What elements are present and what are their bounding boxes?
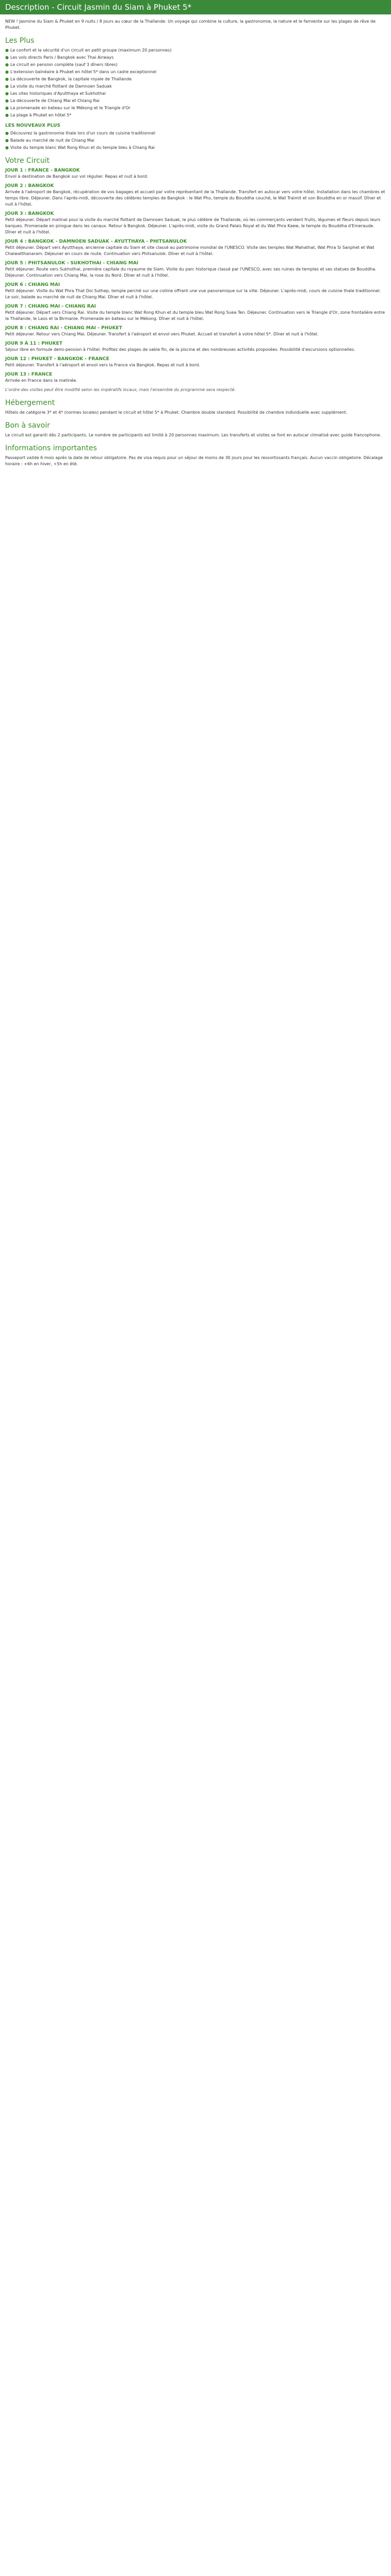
list-item: ● Les vols directs Paris / Bangkok avec Thai Airways xyxy=(5,55,114,60)
day-title: JOUR 8 : CHIANG RAI - CHIANG MAI - PHUKET xyxy=(5,326,122,331)
page-banner xyxy=(0,0,391,14)
infos-text: Passeport valide 6 mois après la date de retour obligatoire. Pas de visa requis pour un séjour de moins de 30 jours pour les ressortissants français. Aucun vaccin obligatoire. Décalage horaire : +6h en hiver, +5h en été. xyxy=(5,455,383,466)
main-content xyxy=(0,14,391,474)
les-plus-heading: Les Plus xyxy=(5,37,35,45)
day-text: Envol à destination de Bangkok sur vol régulier. Repas et nuit à bord. xyxy=(5,174,149,179)
bullet-icon: ● xyxy=(5,138,9,143)
list-item: ● La découverte de Chiang Mai et Chiang Rai xyxy=(5,98,100,103)
bullet-icon: ● xyxy=(5,77,9,81)
bullet-icon: ● xyxy=(5,70,9,74)
day-text: Petit déjeuner. Départ vers Chiang Rai. Visite du temple blanc Wat Rong Khun et du temple bleu Wat Rong Suea Ten. Déjeuner. Continuation vers le Triangle d'Or, zone frontalière entre la Thaïlande, le Laos et la Birmanie. Promenade en bateau sur le Mékong. Dîner et nuit à l'hôtel. xyxy=(5,310,385,321)
day-step xyxy=(5,341,386,353)
day-step xyxy=(5,356,386,368)
list-item: ● La plage à Phuket en hôtel 5* xyxy=(5,113,72,117)
day-title: JOUR 6 : CHIANG MAI xyxy=(5,282,60,287)
day-step xyxy=(5,303,386,322)
bullet-icon: ● xyxy=(5,55,9,60)
list-item: ● La découverte de Bangkok, la capitale royale de Thaïlande xyxy=(5,77,132,81)
bullet-icon: ● xyxy=(5,106,9,110)
day-title: JOUR 5 : PHITSANULOK - SUKHOTHAI - CHIANG MAI xyxy=(5,261,139,266)
day-text: Petit déjeuner. Visite du Wat Phra That Doi Suthep, temple perché sur une colline offrant une vue panoramique sur la ville. Déjeuner. L'après-midi, cours de cuisine thaïe traditionnel. Le soir, balade au marché de nuit de Chiang Mai. Dîner et nuit à l'hôtel. xyxy=(5,289,381,299)
day-title: JOUR 3 : BANGKOK xyxy=(5,211,54,216)
bullet-icon: ● xyxy=(5,113,9,117)
day-title: JOUR 7 : CHIANG MAI - CHIANG RAI xyxy=(5,304,96,309)
list-item: ● Découvrez la gastronomie thaïe lors d'un cours de cuisine traditionnel xyxy=(5,131,155,135)
day-title: JOUR 1 : FRANCE - BANGKOK xyxy=(5,168,80,173)
day-step xyxy=(5,282,386,300)
day-text: Arrivée en France dans la matinée. xyxy=(5,378,77,383)
day-title: JOUR 2 : BANGKOK xyxy=(5,183,54,189)
day-text: Arrivée à l'aéroport de Bangkok, récupération de vos bagages et accueil par votre représentant de la Thaïlande. Transfert en autocar vers votre hôtel. Installation dans les chambres et temps libre. Déjeuner. Dans l'après-midi, découverte des célèbres temples de Bangkok : le Wat Pho, temple du Bouddha couché, le Wat Traimit et son Bouddha en or massif. Dîner et nuit à l'hôtel. xyxy=(5,190,385,207)
page-title: Description - Circuit Jasmin du Siam à Phuket 5* xyxy=(5,3,192,12)
day-text: Séjour libre en formule demi-pension à l'hôtel. Profitez des plages de sable fin, de la piscine et des nombreuses activités proposées. Possibilité d'excursions optionnelles. xyxy=(5,347,355,352)
day-title: JOUR 9 À 11 : PHUKET xyxy=(5,341,62,346)
list-item: ● L'extension balnéaire à Phuket en hôtel 5* dans un cadre exceptionnel xyxy=(5,70,157,74)
day-text: Petit déjeuner. Départ vers Ayutthaya, ancienne capitale du Siam et site classé au patrimoine mondial de l'UNESCO. Visite des temples Wat Mahathat, Wat Phra Si Sanphet et Wat Chaiwatthanaram. Déjeuner en cours de route. Continuation vers Phitsanulok. Dîner et nuit à l'hôtel. xyxy=(5,245,374,256)
intro-text: NEW ! Jasmine du Siam & Phuket en 9 nuits / 8 jours au cœur de la Thaïlande. Un voyage qui combine la culture, la gastronomie, la nature et le farniente sur les plages de rêve de Phuket. xyxy=(5,19,376,30)
day-text: Petit déjeuner. Départ matinal pour la visite du marché flottant de Damnoen Saduak, le plus célèbre de Thaïlande, où les commerçants vendent fruits, légumes et fleurs depuis leurs barques. Promenade en pirogue dans les canaux. Retour à Bangkok. Déjeuner. L'après-midi, visite du Grand Palais Royal et du Wat Phra Kaew, le temple du Bouddha d'Emeraude. Dîner et nuit à l'hôtel. xyxy=(5,217,381,234)
bullet-icon: ● xyxy=(5,62,9,67)
day-step xyxy=(5,325,386,337)
nouveautes-list xyxy=(5,130,386,151)
day-step xyxy=(5,211,386,235)
list-item: ● Balade au marché de nuit de Chiang Mai xyxy=(5,138,94,143)
day-step xyxy=(5,183,386,208)
list-item: ● Le circuit en pension complète (sauf 3 dîners libres) xyxy=(5,62,118,67)
day-step xyxy=(5,260,386,279)
list-item: ● Visite du temple blanc Wat Rong Khun et du temple bleu à Chiang Rai xyxy=(5,145,155,150)
bullet-icon: ● xyxy=(5,145,9,150)
bullet-icon: ● xyxy=(5,84,9,89)
votre-circuit-heading: Votre Circuit xyxy=(5,157,50,165)
bullet-icon: ● xyxy=(5,98,9,103)
day-step xyxy=(5,371,386,384)
infos-heading: Informations importantes xyxy=(5,444,97,452)
bon-a-savoir-heading: Bon à savoir xyxy=(5,421,50,430)
bullet-icon: ● xyxy=(5,91,9,96)
list-item: ● La promenade en bateau sur le Mékong et le Triangle d'Or xyxy=(5,106,131,110)
day-text: Petit déjeuner. Retour vers Chiang Mai. Déjeuner. Transfert à l'aéroport et envol vers Phuket. Accueil et transfert à votre hôtel 5*. Dîner et nuit à l'hôtel. xyxy=(5,332,319,336)
list-item: ● La visite du marché flottant de Damnoen Saduak xyxy=(5,84,112,89)
hebergement-text: Hôtels de catégorie 3* et 4* (normes locales) pendant le circuit et hôtel 5* à Phuket. Chambre double standard. Possibilité de chambre individuelle avec supplément. xyxy=(5,410,348,415)
day-title: JOUR 12 : PHUKET - BANGKOK - FRANCE xyxy=(5,357,109,362)
day-title: JOUR 13 : FRANCE xyxy=(5,372,53,377)
day-step xyxy=(5,167,386,180)
nouveautes-heading: LES NOUVEAUX PLUS xyxy=(5,123,60,128)
list-item: ● Les sites historiques d'Ayutthaya et Sukhothai xyxy=(5,91,106,96)
day-step xyxy=(5,239,386,257)
bullet-icon: ● xyxy=(5,48,9,53)
list-item: ● Le confort et la sécurité d'un circuit en petit groupe (maximum 20 personnes) xyxy=(5,48,172,53)
day-text: Petit déjeuner. Route vers Sukhothai, première capitale du royaume de Siam. Visite du parc historique classé par l'UNESCO, avec ses ruines de temples et ses statues de Bouddha. Déjeuner. Continuation vers Chiang Mai, la rose du Nord. Dîner et nuit à l'hôtel. xyxy=(5,267,377,278)
itinerary-note: L'ordre des visites peut être modifié selon les impératifs locaux, mais l'ensemble du programme sera respecté. xyxy=(5,387,236,392)
les-plus-list xyxy=(5,47,386,118)
bon-a-savoir-text: Le circuit est garanti dès 2 participants. Le nombre de participants est limité à 20 personnes maximum. Les transferts et visites se font en autocar climatisé avec guide francophone. xyxy=(5,433,382,437)
bullet-icon: ● xyxy=(5,131,9,135)
hebergement-heading: Hébergement xyxy=(5,399,55,407)
day-title: JOUR 4 : BANGKOK - DAMNOEN SADUAK - AYUTTHAYA - PHITSANULOK xyxy=(5,239,187,244)
day-text: Petit déjeuner. Transfert à l'aéroport et envol vers la France via Bangkok. Repas et nuit à bord. xyxy=(5,363,200,367)
